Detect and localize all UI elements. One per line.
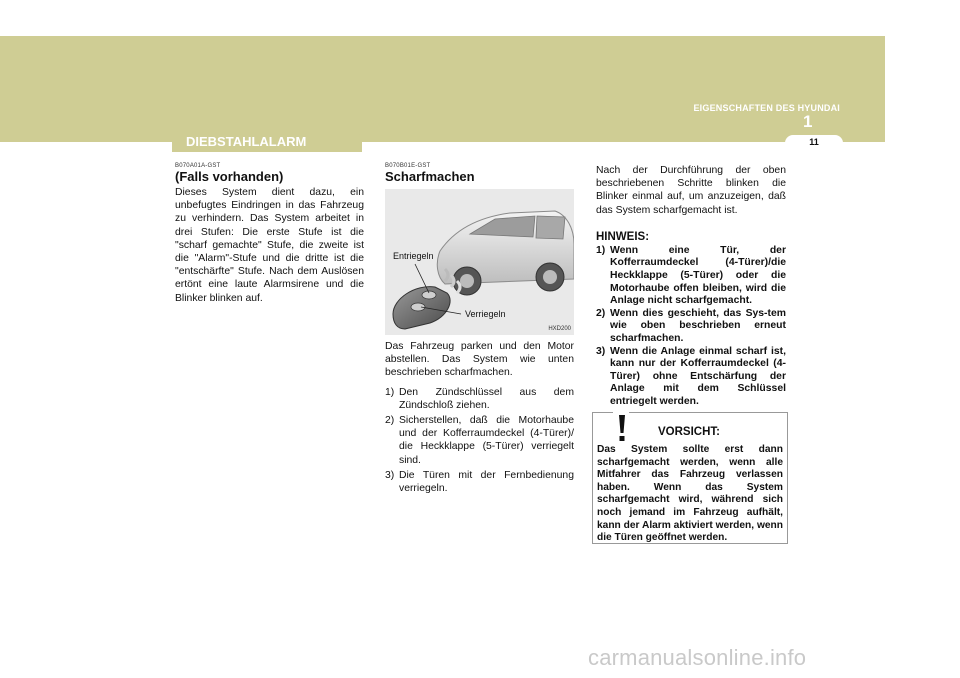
reference-code: B070B01E-GST [385, 163, 431, 169]
section-title: DIEBSTAHLALARM [186, 134, 307, 149]
warning-box [592, 412, 788, 544]
column-arming [385, 163, 574, 497]
column-intro [175, 163, 364, 305]
list-item: 1) Wenn eine Tür, der Kofferraumdeckel (4-Türer)/die Heckklappe (5-Türer) oder die Motorhaube offen bleiben, wird die Anlage nicht scharfgemacht. [596, 244, 786, 307]
list-item: 3) Wenn die Anlage einmal scharf ist, kann nur der Kofferraumdeckel (4-Türer) ohne Entschärfung der Anlage mit dem Schlüssel entriegelt werden. [596, 345, 786, 407]
notes-list [596, 245, 786, 409]
list-item: 1) Den Zündschlüssel aus dem Zündschloß ziehen. [385, 386, 574, 411]
arming-steps [385, 386, 574, 496]
list-item: 2) Wenn dies geschieht, das Sys-tem wie oben beschrieben erneut scharfmachen. [596, 307, 786, 344]
remote-key-figure [385, 189, 574, 335]
label-unlock: Entriegeln [393, 251, 434, 261]
page-number: 11 [809, 137, 819, 147]
intro-paragraph: Dieses System dient dazu, ein unbefugtes Eindringen in das Fahrzeug zu verhindern. Das System arbeitet in drei Stufen: Die erste Stufe ist die "scharf gemachte" Stufe, die zweite ist die "Alarm"-Stufe und die dritte ist die "entschärfte" Stufe. Nach dem Auslösen ertönt eine laute Alarmsirene und die Blinker blinken auf. [175, 187, 364, 304]
reference-code: B070A01A-GST [175, 163, 221, 169]
watermark: carmanualsonline.info [588, 645, 807, 670]
column-notes [596, 164, 786, 409]
arming-intro: Das Fahrzeug parken und den Motor abstellen. Das System wie unten beschrieben scharfmachen. [385, 341, 574, 379]
label-lock: Verriegeln [465, 309, 506, 319]
warning-icon [603, 411, 641, 445]
chapter-title: EIGENSCHAFTEN DES HYUNDAI [693, 103, 840, 113]
subheading: (Falls vorhanden) [175, 169, 284, 184]
list-item: 2) Sicherstellen, daß die Motorhaube und der Kofferraumdeckel (4-Türer)/ die Heckklappe (5-Türer) verriegelt sind. [385, 415, 574, 466]
warning-title: VORSICHT: [658, 426, 720, 438]
header-band [0, 36, 885, 142]
chapter-number: 1 [803, 112, 813, 131]
armed-confirmation-text: Nach der Durchführung der oben beschriebenen Schritte blinken die Blinker einmal auf, um anzuzeigen, daß das System scharfgemacht ist. [596, 165, 786, 216]
warning-text: Das System sollte erst dann scharfgemacht werden, wenn alle Mitfahrer das Fahrzeug verlassen haben. Wenn das System scharfgemacht wird, während sich noch jemand im Fahrzeug aufhält, kann der Alarm aktiviert werden, wenn die Türen geöffnet werden. [597, 444, 783, 544]
figure-code: HXD200 [548, 326, 571, 332]
list-item: 3) Die Türen mit der Fernbedienung verriegeln. [385, 469, 574, 495]
subheading: Scharfmachen [385, 169, 475, 184]
note-heading: HINWEIS: [596, 230, 650, 243]
